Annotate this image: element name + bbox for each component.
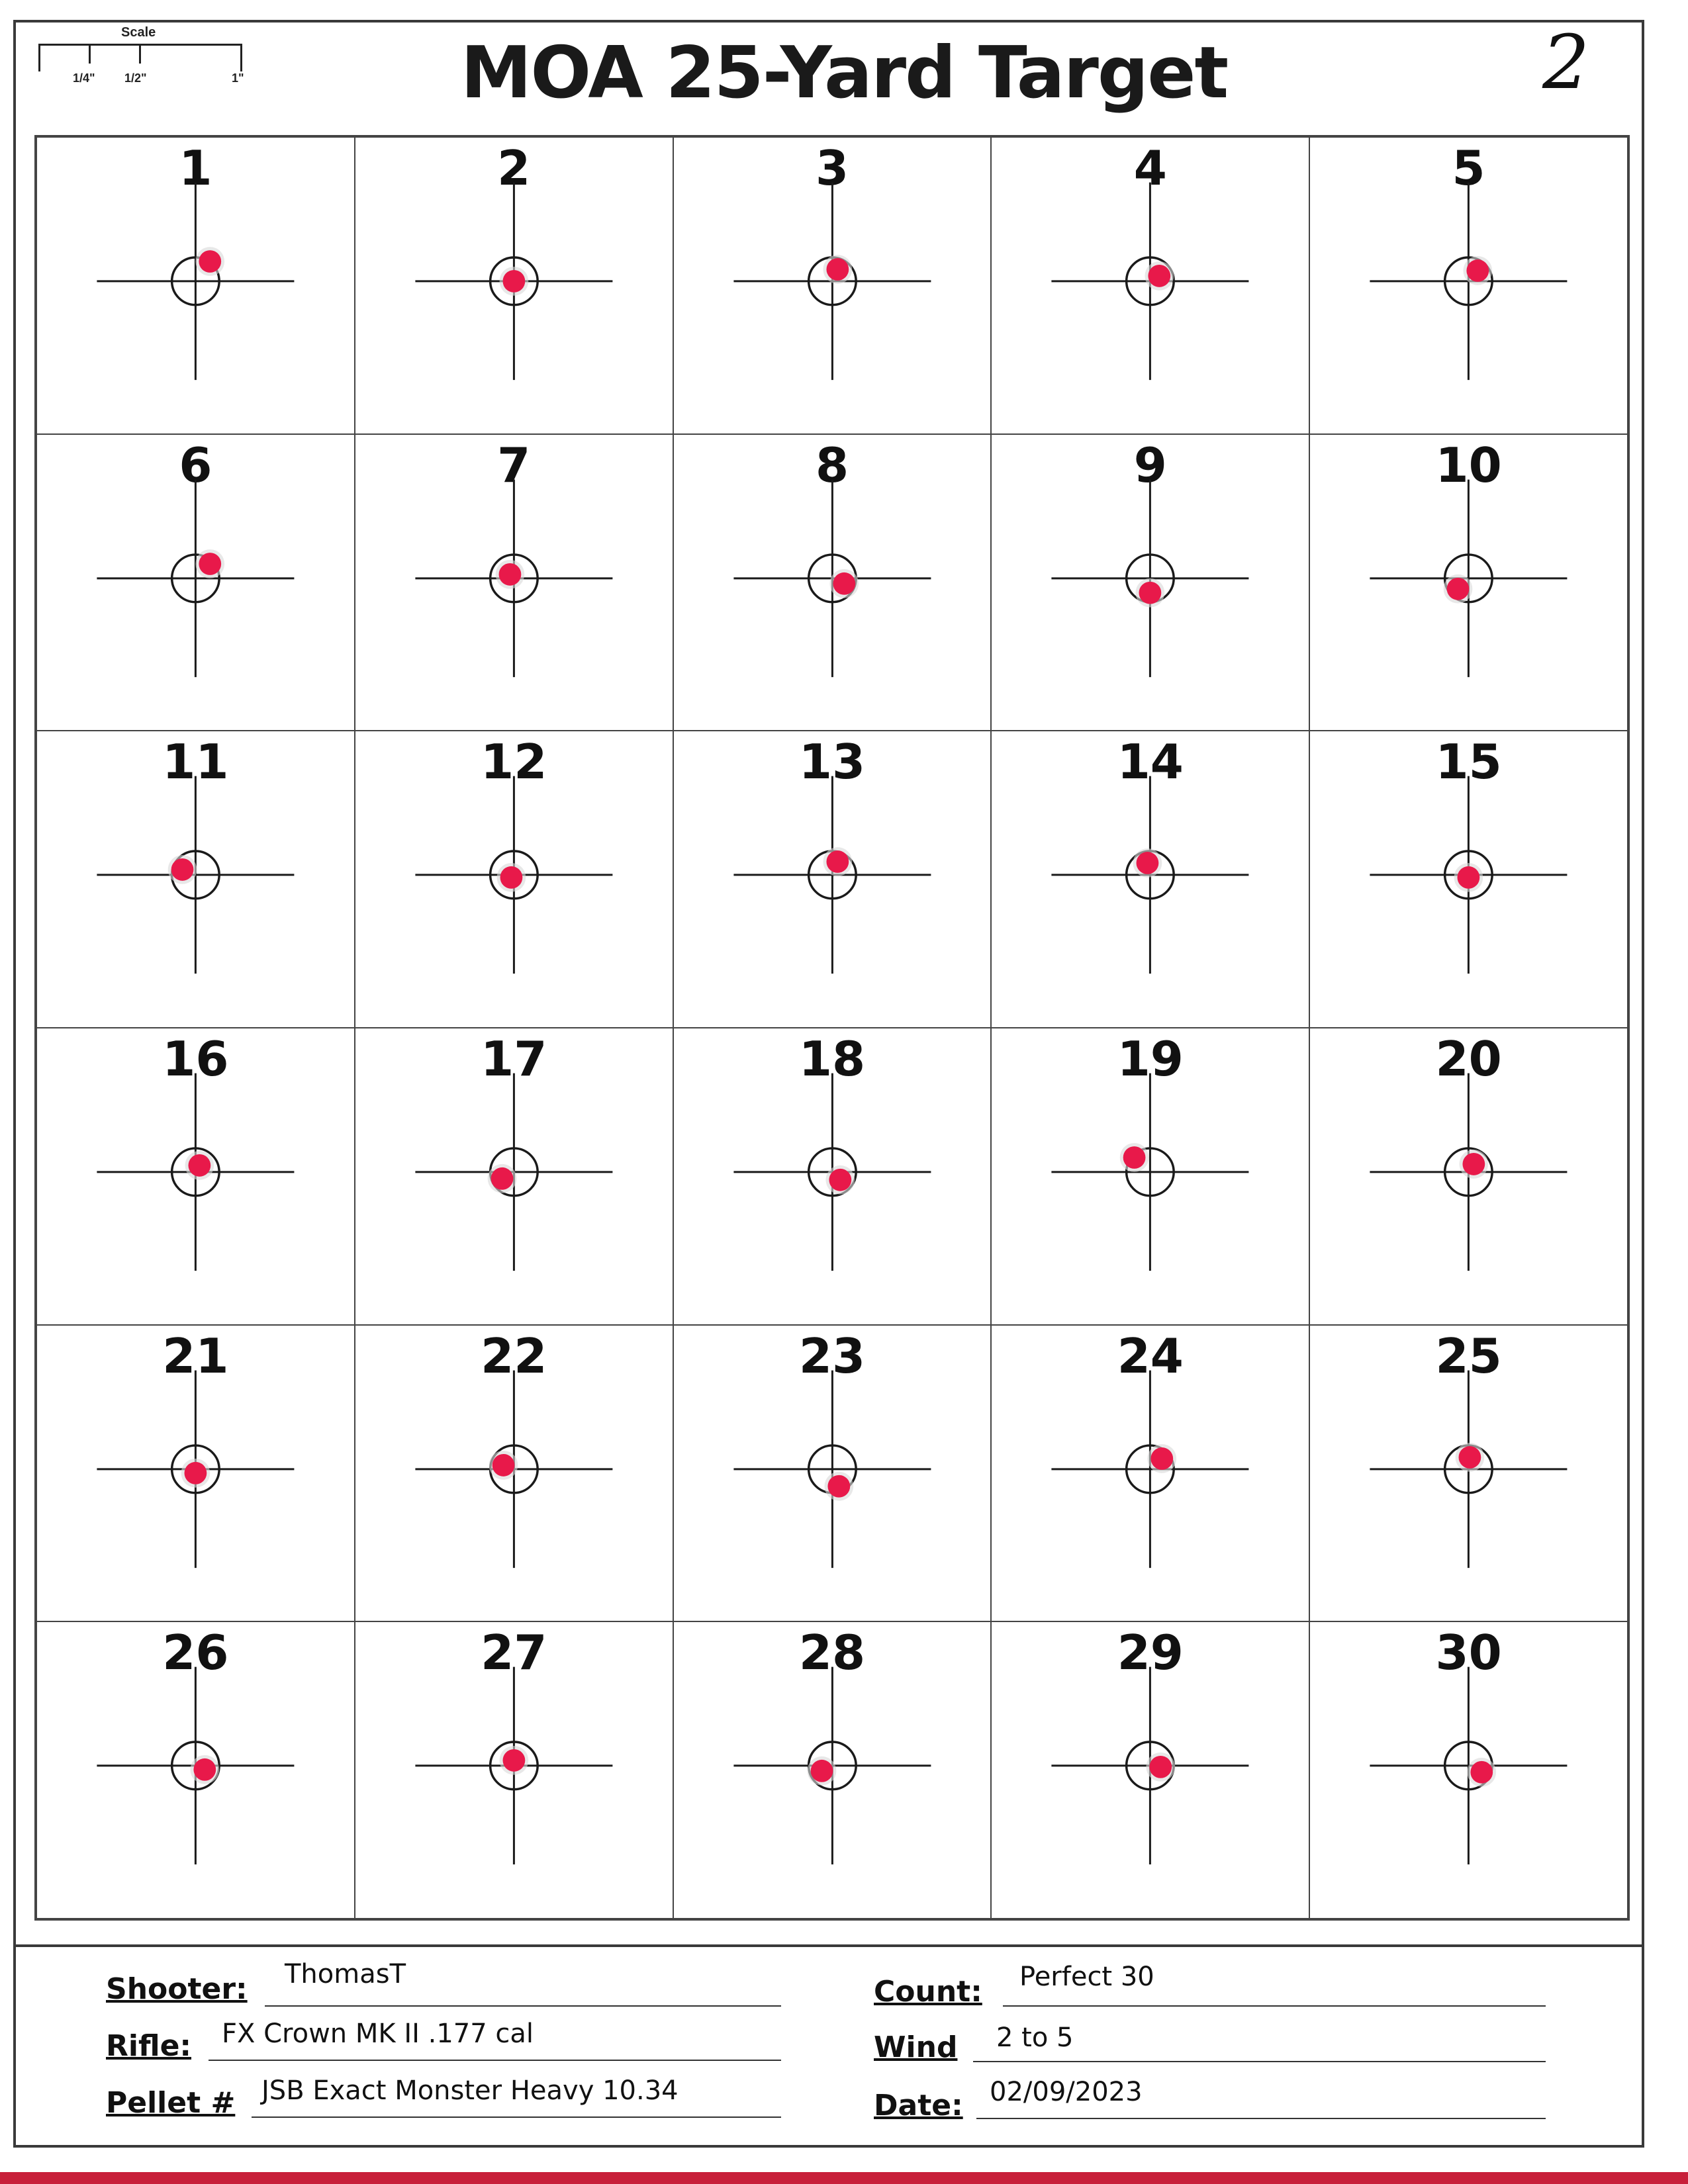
- crosshair-reticle: [674, 1622, 991, 1918]
- target-cell: [1309, 731, 1628, 1028]
- crosshair-reticle: [37, 1028, 354, 1324]
- crosshair-reticle: [992, 435, 1309, 731]
- date-label: Date:: [874, 2089, 963, 2122]
- target-number: 3: [815, 140, 849, 196]
- crosshair-reticle: [37, 1326, 354, 1621]
- pellet-hit: [1151, 1447, 1174, 1470]
- pellet-hit: [1467, 259, 1489, 282]
- crosshair-reticle: [1310, 1622, 1627, 1918]
- pellet-hit: [827, 1475, 850, 1497]
- target-grid: [34, 135, 1630, 1921]
- target-cell: [673, 137, 992, 434]
- pellet-hit: [1447, 578, 1470, 600]
- target-number: 15: [1435, 734, 1502, 790]
- target-cell: [991, 137, 1309, 434]
- crosshair-reticle: [37, 435, 354, 731]
- shooter-underline: [265, 2005, 781, 2007]
- target-cell: [673, 1028, 992, 1325]
- target-number: 13: [798, 734, 866, 790]
- crosshair-reticle: [355, 435, 673, 731]
- target-number: 5: [1452, 140, 1485, 196]
- crosshair-reticle: [674, 435, 991, 731]
- pellet-underline: [252, 2116, 781, 2118]
- target-cell: [36, 434, 355, 731]
- target-cell: [355, 137, 673, 434]
- pellet-hit: [193, 1758, 216, 1781]
- pellet-hit: [502, 270, 525, 293]
- crosshair-reticle: [992, 138, 1309, 433]
- pellet-hit: [492, 1454, 514, 1477]
- crosshair-reticle: [355, 1622, 673, 1918]
- crosshair-reticle: [355, 138, 673, 433]
- crosshair-reticle: [37, 731, 354, 1027]
- bottom-color-strip: [0, 2172, 1688, 2184]
- date-value: 02/09/2023: [990, 2077, 1143, 2107]
- date-underline: [976, 2118, 1546, 2119]
- target-number: 24: [1117, 1328, 1184, 1384]
- crosshair-reticle: [992, 1326, 1309, 1621]
- crosshair-reticle: [674, 1028, 991, 1324]
- target-number: 25: [1435, 1328, 1502, 1384]
- target-cell: [991, 731, 1309, 1028]
- target-number: 17: [481, 1030, 547, 1087]
- scale-title: Scale: [121, 25, 156, 40]
- pellet-hit: [826, 850, 849, 873]
- crosshair-reticle: [355, 1028, 673, 1324]
- target-number: 29: [1117, 1625, 1184, 1681]
- target-number: 16: [162, 1030, 229, 1087]
- target-number: 28: [798, 1625, 866, 1681]
- target-number: 9: [1133, 437, 1167, 493]
- crosshair-reticle: [992, 1622, 1309, 1918]
- pellet-hit: [1139, 582, 1162, 604]
- target-cell: [1309, 1621, 1628, 1919]
- pellet-hit: [498, 563, 521, 586]
- handwritten-sheet-number: 2: [1542, 20, 1590, 106]
- target-cell: [991, 1621, 1309, 1919]
- pellet-hit: [502, 1749, 525, 1772]
- scale-label-inch: 1": [232, 71, 244, 85]
- rifle-value: FX Crown MK II .177 cal: [222, 2019, 534, 2049]
- pellet-hit: [833, 572, 855, 595]
- pellet-hit: [199, 250, 221, 273]
- target-number: 19: [1117, 1030, 1184, 1087]
- count-label: Count:: [874, 1975, 982, 2009]
- pellet-hit: [500, 866, 522, 889]
- pellet-hit: [829, 1169, 851, 1191]
- target-number: 27: [481, 1625, 547, 1681]
- pellet-hit: [826, 258, 849, 281]
- target-cell: [355, 731, 673, 1028]
- crosshair-reticle: [355, 731, 673, 1027]
- target-number: 22: [481, 1328, 547, 1384]
- count-value: Perfect 30: [1019, 1962, 1154, 1992]
- pellet-label: Pellet #: [106, 2086, 236, 2120]
- pellet-hit: [1471, 1761, 1493, 1784]
- crosshair-reticle: [1310, 1028, 1627, 1324]
- scale-label-quarter: 1/4": [73, 71, 95, 85]
- target-cell: [673, 1621, 992, 1919]
- target-cell: [1309, 1028, 1628, 1325]
- target-cell: [355, 434, 673, 731]
- target-cell: [36, 137, 355, 434]
- target-cell: [991, 1325, 1309, 1622]
- target-cell: [991, 1028, 1309, 1325]
- crosshair-reticle: [992, 1028, 1309, 1324]
- pellet-hit: [171, 858, 194, 881]
- target-cell: [355, 1325, 673, 1622]
- crosshair-reticle: [674, 138, 991, 433]
- rifle-underline: [209, 2060, 781, 2061]
- pellet-hit: [199, 553, 221, 575]
- target-cell: [355, 1028, 673, 1325]
- pellet-hit: [188, 1154, 211, 1177]
- target-cell: [1309, 434, 1628, 731]
- pellet-hit: [185, 1462, 207, 1484]
- pellet-hit: [1123, 1146, 1146, 1169]
- crosshair-reticle: [37, 138, 354, 433]
- crosshair-reticle: [1310, 138, 1627, 433]
- crosshair-reticle: [1310, 731, 1627, 1027]
- page-title: MOA 25-Yard Target: [460, 32, 1228, 114]
- target-cell: [1309, 137, 1628, 434]
- target-cell: [991, 434, 1309, 731]
- target-number: 4: [1133, 140, 1167, 196]
- target-number: 8: [815, 437, 849, 493]
- target-number: 26: [162, 1625, 229, 1681]
- pellet-hit: [1149, 265, 1171, 287]
- target-number: 2: [497, 140, 531, 196]
- crosshair-reticle: [674, 731, 991, 1027]
- pellet-hit: [1137, 852, 1159, 874]
- target-number: 12: [481, 734, 547, 790]
- target-cell: [36, 731, 355, 1028]
- wind-label: Wind: [874, 2030, 958, 2064]
- crosshair-reticle: [37, 1622, 354, 1918]
- target-cell: [36, 1028, 355, 1325]
- pellet-hit: [1459, 1446, 1481, 1469]
- crosshair-reticle: [1310, 1326, 1627, 1621]
- shooter-value: ThomasT: [285, 1959, 406, 1989]
- wind-value: 2 to 5: [996, 2023, 1074, 2053]
- rifle-label: Rifle:: [106, 2029, 192, 2063]
- crosshair-reticle: [1310, 435, 1627, 731]
- target-cell: [36, 1325, 355, 1622]
- target-cell: [673, 731, 992, 1028]
- target-number: 23: [798, 1328, 866, 1384]
- target-cell: [1309, 1325, 1628, 1622]
- target-cell: [673, 1325, 992, 1622]
- target-number: 21: [162, 1328, 229, 1384]
- shooter-label: Shooter:: [106, 1972, 248, 2006]
- pellet-hit: [810, 1760, 833, 1782]
- crosshair-reticle: [355, 1326, 673, 1621]
- scale-label-half: 1/2": [124, 71, 147, 85]
- target-cell: [355, 1621, 673, 1919]
- target-number: 30: [1435, 1625, 1502, 1681]
- target-number: 20: [1435, 1030, 1502, 1087]
- target-number: 14: [1117, 734, 1184, 790]
- crosshair-reticle: [674, 1326, 991, 1621]
- pellet-hit: [1463, 1153, 1485, 1175]
- wind-underline: [973, 2061, 1546, 2062]
- pellet-hit: [1150, 1756, 1172, 1778]
- target-number: 11: [162, 734, 229, 790]
- target-cell: [673, 434, 992, 731]
- pellet-hit: [1458, 866, 1480, 889]
- target-cell: [36, 1621, 355, 1919]
- crosshair-reticle: [992, 731, 1309, 1027]
- pellet-value: JSB Exact Monster Heavy 10.34: [261, 2075, 679, 2106]
- target-number: 1: [179, 140, 212, 196]
- target-number: 7: [497, 437, 531, 493]
- target-number: 10: [1435, 437, 1502, 493]
- count-underline: [1003, 2005, 1546, 2007]
- pellet-hit: [491, 1167, 513, 1190]
- target-number: 6: [179, 437, 212, 493]
- target-number: 18: [798, 1030, 866, 1087]
